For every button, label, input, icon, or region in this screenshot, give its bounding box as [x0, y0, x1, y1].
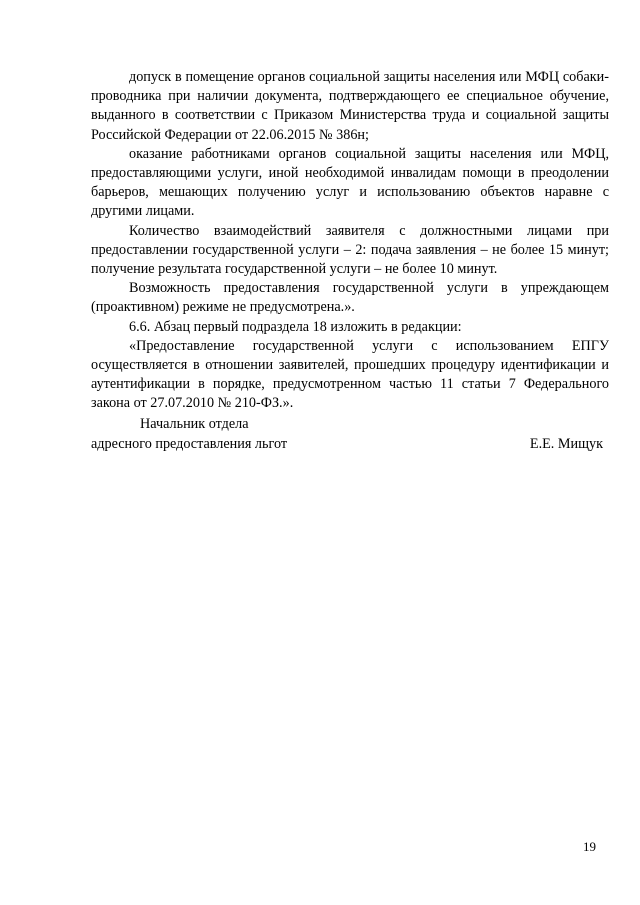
signature-row-title — [91, 415, 609, 435]
document-body — [91, 68, 609, 414]
paragraph-service-dog-access: допуск в помещение органов социальной защиты населения или МФЦ собаки-проводника при наличии документа, подтверждающего ее специальное обучение, выданного в соответствии с Приказом Министерства труда и социальной защиты Российской Федерации от 22.06.2015 № 386н; — [91, 69, 609, 143]
signatory-department: адресного предоставления льгот — [91, 435, 288, 452]
signature-block — [91, 415, 609, 454]
signature-row-department — [91, 435, 609, 455]
paragraph-interaction-count: Количество взаимодействий заявителя с должностными лицами при предоставлении государственной услуги – 2: подача заявления – не более 15 минут; получение результата государственной услуги – не более 10 минут. — [91, 222, 609, 278]
signatory-name: Е.Е. Мищук — [529, 435, 603, 452]
paragraph-amendment-6-6: 6.6. Абзац первый подраздела 18 изложить в редакции: — [129, 318, 462, 335]
page-number: 19 — [583, 839, 596, 854]
paragraph-proactive-mode: Возможность предоставления государственной услуги в упреждающем (проактивном) режиме не предусмотрена.». — [91, 280, 609, 316]
signatory-title: Начальник отдела — [140, 416, 249, 432]
paragraph-staff-assistance: оказание работниками органов социальной защиты населения или МФЦ, предоставляющими услуги, иной необходимой инвалидам помощи в преодолении барьеров, мешающих получению услуг и использованию объектов наравне с другими лицами. — [91, 145, 609, 220]
paragraph-epgu-provision: «Предоставление государственной услуги с использованием ЕПГУ осуществляется в отношении заявителей, прошедших процедуру идентификации и аутентификации в порядке, предусмотренном частью 11 статьи 7 Федерального закона от 27.07.2010 № 210-ФЗ.». — [91, 337, 609, 412]
